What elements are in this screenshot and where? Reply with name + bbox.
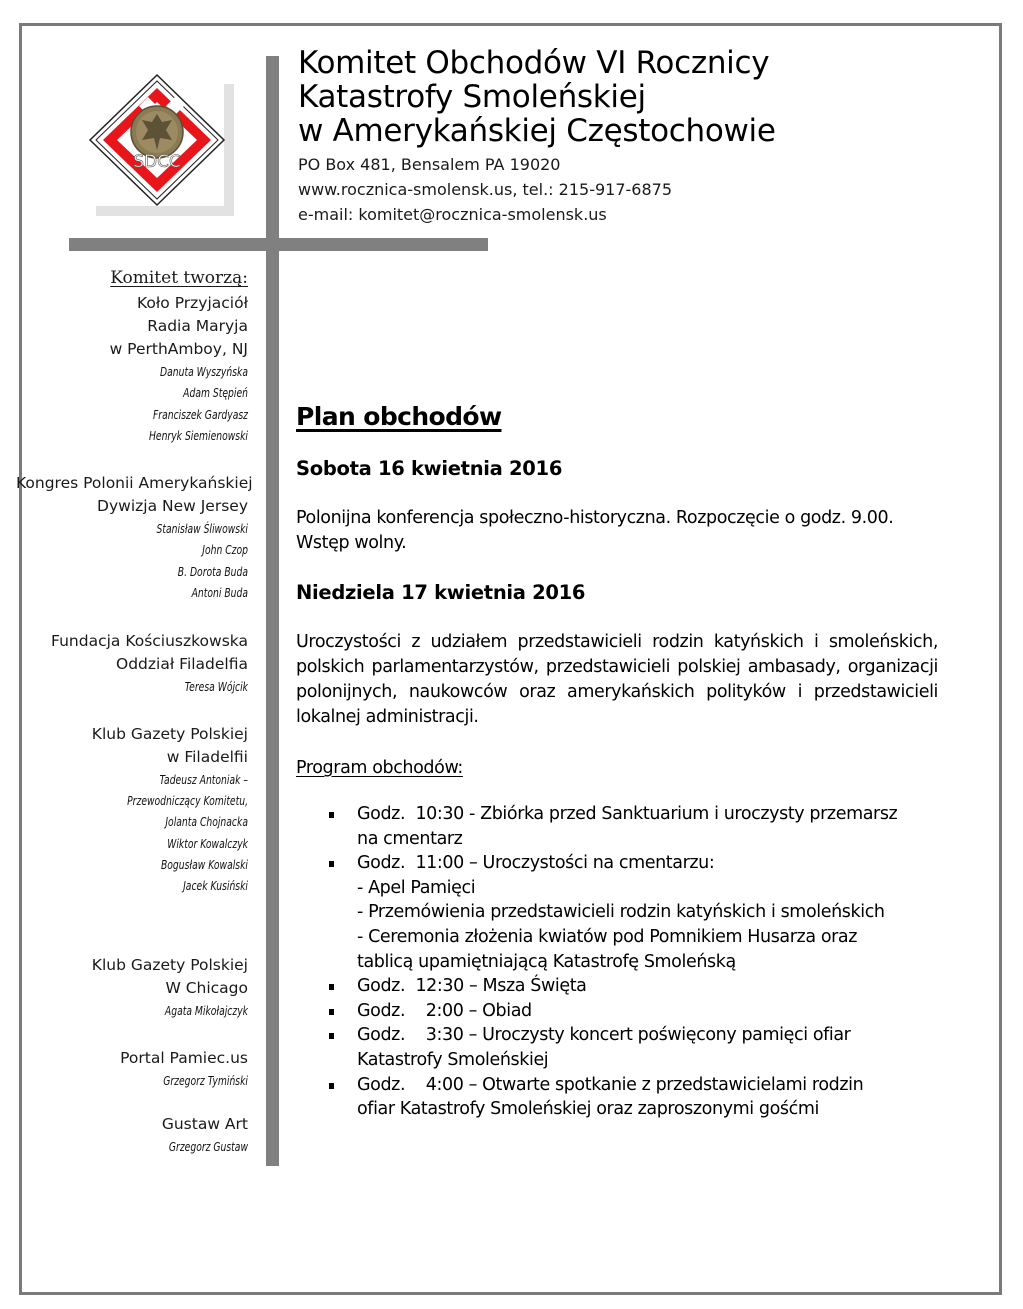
member-name: Danuta Wyszyńska — [160, 364, 248, 379]
day-1-description: Polonijna konferencja społeczno-historyczna. Rozpoczęcie o godz. 9.00. Wstęp wolny. — [296, 508, 894, 553]
square-bullet-icon — [329, 1083, 334, 1089]
member-name: Jacek Kusiński — [183, 878, 248, 894]
program-item-time-and-title: Godz. 4:00 – Otwarte spotkanie z przedstawicielami rodzin — [357, 1074, 864, 1095]
program-item-time-and-title: Godz. 10:30 - Zbiórka przed Sanktuarium i uroczysty przemarsz — [357, 804, 898, 824]
program-item — [296, 974, 938, 999]
day-1-title: Sobota 16 kwietnia 2016 — [296, 457, 563, 480]
program-item-time-and-title: Godz. 11:00 – Uroczystości na cmentarzu: — [357, 853, 715, 874]
organization-name: Gustaw Art — [161, 1115, 248, 1134]
member-name: Antoni Buda — [191, 585, 248, 601]
logo — [84, 72, 234, 212]
member-group — [16, 472, 253, 603]
program-item-time-and-title: Godz. 12:30 – Msza Święta — [357, 976, 587, 997]
member-name: John Czop — [202, 542, 248, 558]
member-group — [16, 1047, 248, 1091]
member-name: Agata Mikołajczyk — [164, 1003, 248, 1019]
member-group — [16, 723, 248, 897]
logo-text: SDCC — [133, 152, 181, 172]
program-list — [296, 802, 938, 1122]
program-item — [296, 1073, 938, 1122]
organization-name: Kongres Polonii Amerykańskiej — [16, 474, 253, 493]
committee-members-sidebar — [16, 266, 253, 1157]
program-item-time-and-title: Godz. 2:00 – Obiad — [357, 1000, 532, 1021]
program-item-detail: - Apel Pamięci — [357, 877, 476, 898]
committee-title-line-2: Katastrofy Smoleńskiej — [298, 79, 646, 115]
member-name: Grzegorz Tymiński — [163, 1072, 248, 1088]
website-and-phone: www.rocznica-smolensk.us, tel.: 215-917-6875 — [298, 180, 672, 199]
organization-name: Klub Gazety Polskiej — [91, 724, 248, 743]
day-2-description: Uroczystości z udziałem przedstawicieli rodzin katyńskich i smoleńskich, polskich parlamentarzystów, przedstawicieli polskiej ambasady, organizacji polonijnych, naukowców oraz amerykańskich polityków i przedstawicieli lokalnej administracji. — [296, 632, 938, 727]
letterhead — [298, 46, 938, 227]
organization-name: Klub Gazety Polskiej — [91, 956, 248, 975]
program-item-detail: - Ceremonia złożenia kwiatów pod Pomnikiem Husarza oraz — [357, 926, 858, 947]
member-name: Stanisław Śliwowski — [156, 521, 248, 537]
organization-name: w Filadelfii — [166, 747, 248, 766]
day-2-title: Niedziela 17 kwietnia 2016 — [296, 581, 586, 604]
program-item-detail: na cmentarz — [357, 828, 463, 849]
organization-name: W Chicago — [165, 979, 248, 998]
program-item-detail: ofiar Katastrofy Smoleńskiej oraz zaproszonymi gośćmi — [357, 1099, 819, 1120]
organization-name: w PerthAmboy, NJ — [109, 340, 248, 358]
organization-name: Portal Pamiec.us — [120, 1048, 248, 1067]
member-name: Wiktor Kowalczyk — [167, 835, 248, 851]
member-group — [16, 630, 248, 697]
member-group — [16, 292, 248, 446]
square-bullet-icon — [329, 1033, 334, 1039]
program-item-detail: tablicą upamiętniającą Katastrofę Smoleńską — [357, 951, 736, 972]
plan-title: Plan obchodów — [296, 402, 502, 431]
organization-name: Dywizja New Jersey — [97, 497, 248, 516]
sdcc-emblem-icon — [84, 72, 234, 212]
member-name: Przewodniczący Komitetu, — [127, 792, 248, 808]
member-name: Teresa Wójcik — [184, 679, 248, 695]
program-label: Program obchodów: — [296, 758, 463, 778]
sidebar-heading: Komitet tworzą: — [110, 268, 248, 288]
member-group — [16, 1113, 248, 1157]
program-item-detail: - Przemówienia przedstawicieli rodzin katyńskich i smoleńskich — [357, 902, 885, 923]
organization-name: Radia Maryja — [147, 317, 248, 335]
cross-vertical-bar — [266, 56, 279, 1166]
member-group — [16, 954, 248, 1021]
organization-name: Fundacja Kościuszkowska — [51, 632, 248, 651]
postal-address: PO Box 481, Bensalem PA 19020 — [298, 155, 561, 174]
committee-title-line-3: w Amerykańskiej Częstochowie — [298, 113, 776, 149]
member-name: Tadeusz Antoniak – — [159, 771, 248, 787]
program-item — [296, 999, 938, 1024]
member-groups — [16, 292, 253, 1157]
member-name: Adam Stępień — [183, 385, 248, 401]
program-item-detail: Katastrofy Smoleńskiej — [357, 1049, 549, 1070]
organization-name: Oddział Filadelfia — [116, 655, 248, 674]
member-name: Grzegorz Gustaw — [168, 1139, 248, 1155]
program-item — [296, 802, 938, 851]
square-bullet-icon — [329, 861, 334, 867]
member-name: Bogusław Kowalski — [160, 856, 248, 872]
program-item — [296, 851, 938, 974]
committee-title-line-1: Komitet Obchodów VI Rocznicy — [298, 45, 770, 81]
square-bullet-icon — [329, 1009, 334, 1015]
square-bullet-icon — [329, 812, 334, 818]
program-item-time-and-title: Godz. 3:30 – Uroczysty koncert poświęcony pamięci ofiar — [357, 1025, 851, 1046]
main-content — [296, 400, 938, 1122]
member-name: Jolanta Chojnacka — [165, 814, 248, 830]
member-name: Henryk Siemienowski — [148, 427, 248, 443]
cross-horizontal-bar — [69, 238, 488, 251]
email-address: e-mail: komitet@rocznica-smolensk.us — [298, 205, 607, 224]
member-name: B. Dorota Buda — [177, 563, 248, 579]
organization-name: Koło Przyjaciół — [137, 294, 248, 312]
square-bullet-icon — [329, 984, 334, 990]
program-item — [296, 1023, 938, 1072]
member-name: Franciszek Gardyasz — [152, 406, 248, 422]
